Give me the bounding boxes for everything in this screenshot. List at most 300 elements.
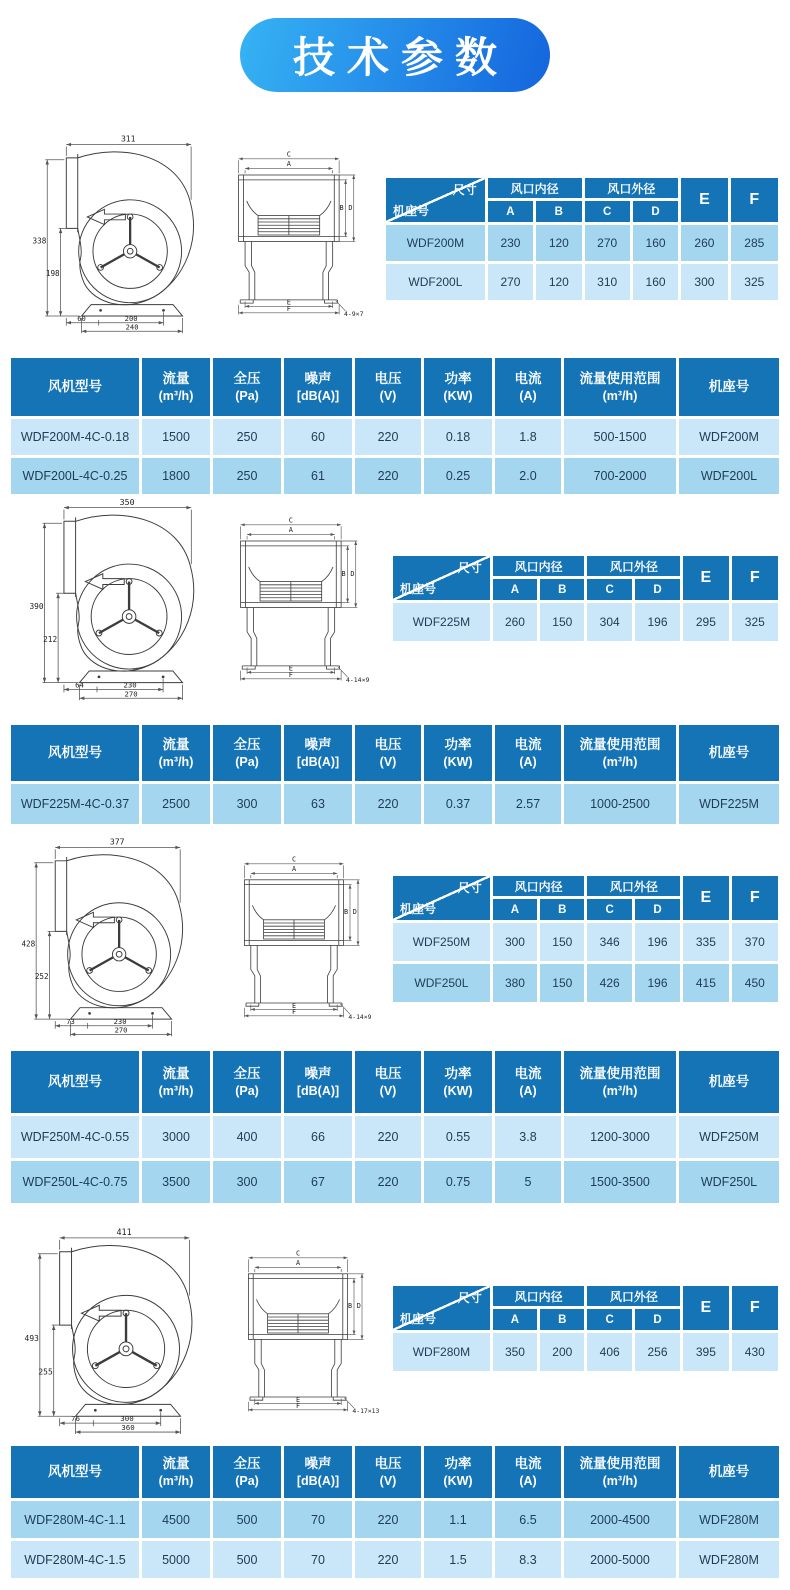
value-cell: 430 <box>732 1333 778 1371</box>
header-line1: 电流 <box>514 1066 542 1082</box>
header-line1: 流量 <box>162 371 190 387</box>
header-line1: 全压 <box>233 1066 261 1082</box>
side-view-drawing <box>32 133 234 339</box>
value-cell: 220 <box>355 1161 421 1203</box>
header-line1: 噪声 <box>304 737 332 753</box>
value-cell: 8.3 <box>495 1541 561 1578</box>
spec-col-header <box>495 725 561 781</box>
col-b-header: B <box>536 201 581 222</box>
dim-label: 270 <box>124 689 138 699</box>
spec-table-box <box>8 355 782 497</box>
front-view-drawing <box>224 136 374 334</box>
header-line1: 全压 <box>233 371 261 387</box>
value-cell: 304 <box>587 603 631 641</box>
dim-header-row <box>393 556 778 576</box>
header-line1: 风机型号 <box>48 745 102 761</box>
value-cell: 500 <box>213 1541 281 1578</box>
dim-label: E <box>295 1395 301 1404</box>
dim-label: A <box>295 1259 301 1267</box>
spec-table-box <box>8 1048 782 1206</box>
dim-label: F <box>286 305 291 314</box>
spec-col-header <box>564 358 676 416</box>
value-cell: 0.37 <box>424 784 492 824</box>
outer-diameter-group-header: 风口外径 <box>587 556 680 576</box>
header-line2: (Pa) <box>235 754 259 769</box>
dim-label: 4-17×13 <box>352 1407 380 1415</box>
inner-diameter-group-header: 风口内径 <box>493 556 585 576</box>
value-cell: 63 <box>284 784 352 824</box>
outer-diameter-group-header: 风口外径 <box>587 876 680 896</box>
corner-size-label: 尺寸 <box>457 1291 482 1305</box>
spec-col-header <box>564 1446 676 1498</box>
dim-label: 212 <box>43 634 58 644</box>
front-view-drawing <box>230 840 378 1038</box>
spec-col-header <box>11 1446 139 1498</box>
dim-label: B <box>341 569 346 578</box>
header-line1: 噪声 <box>304 371 332 387</box>
header-line1: 电压 <box>374 1066 402 1082</box>
value-cell: 270 <box>585 225 630 261</box>
dim-label: B <box>347 1302 353 1311</box>
outer-diameter-group-header: 风口外径 <box>585 178 679 198</box>
dim-header-row <box>393 876 778 896</box>
model-cell: WDF250M <box>393 923 490 961</box>
table-row <box>393 1333 778 1371</box>
value-cell: 300 <box>213 784 281 824</box>
dim-label: A <box>286 160 291 169</box>
model-cell: WDF200L-4C-0.25 <box>11 458 139 494</box>
spec-table <box>8 722 782 827</box>
header-line1: 流量 <box>162 1066 190 1082</box>
header-line2: (m³/h) <box>602 1473 638 1488</box>
corner-size-label: 尺寸 <box>457 881 482 895</box>
spec-col-header <box>355 725 421 781</box>
model-cell: WDF280M <box>393 1333 490 1371</box>
header-line2: (A) <box>519 1083 537 1098</box>
spec-col-header <box>564 725 676 781</box>
header-line1: 电压 <box>374 1456 402 1472</box>
col-d-header: D <box>635 899 680 920</box>
header-line2: (KW) <box>443 1083 473 1098</box>
dim-label: 255 <box>38 1367 53 1377</box>
dimension-table-box <box>383 175 781 303</box>
col-b-header: B <box>540 899 584 920</box>
corner-frame-label: 机座号 <box>400 902 437 916</box>
dim-label: 300 <box>120 1414 134 1424</box>
dim-label: D <box>356 1302 361 1311</box>
header-line1: 功率 <box>444 1066 472 1082</box>
fan-side-view-drawing <box>32 133 234 339</box>
table-row <box>11 784 779 824</box>
value-cell: 200 <box>540 1333 584 1371</box>
col-f-header: F <box>732 556 778 600</box>
spec-col-header <box>11 358 139 416</box>
dim-label: E <box>286 298 291 307</box>
dimension-table-box <box>390 873 781 1005</box>
spec-col-header <box>142 725 210 781</box>
dim-label: E <box>288 664 293 673</box>
spec-col-header <box>424 358 492 416</box>
value-cell: 160 <box>633 264 678 300</box>
value-cell: 285 <box>731 225 778 261</box>
dim-label: D <box>350 569 355 578</box>
value-cell: 220 <box>355 784 421 824</box>
front-view-drawing <box>226 500 376 702</box>
fan-side-view-drawing <box>28 496 236 706</box>
model-cell: WDF280M-4C-1.5 <box>11 1541 139 1578</box>
col-e-header: E <box>683 1286 728 1330</box>
header-line1: 功率 <box>444 737 472 753</box>
model-cell: WDF250M-4C-0.55 <box>11 1116 139 1158</box>
dim-label: 390 <box>29 601 44 611</box>
model-cell: WDF200L <box>386 264 485 300</box>
header-line2: (V) <box>379 1473 397 1488</box>
header-line2: (m³/h) <box>158 754 194 769</box>
fan-front-view-drawing <box>226 500 376 702</box>
value-cell: 1.8 <box>495 419 561 455</box>
value-cell: WDF250L <box>679 1161 779 1203</box>
header-line2: (m³/h) <box>602 1083 638 1098</box>
fan-front-view-drawing <box>230 840 378 1038</box>
spec-col-header <box>424 1051 492 1113</box>
header-line1: 流量使用范围 <box>579 1066 661 1082</box>
inner-diameter-group-header: 风口内径 <box>493 876 585 896</box>
spec-header-row <box>11 1446 779 1498</box>
header-line2: (KW) <box>443 1473 473 1488</box>
value-cell: 120 <box>536 225 581 261</box>
spec-col-header <box>424 1446 492 1498</box>
model-cell: WDF250L <box>393 964 490 1002</box>
spec-col-header <box>11 1051 139 1113</box>
value-cell: 300 <box>681 264 727 300</box>
header-line2: [dB(A)] <box>296 1473 340 1488</box>
table-row <box>11 1116 779 1158</box>
value-cell: 160 <box>633 225 678 261</box>
dim-label: 311 <box>120 133 136 144</box>
value-cell: 1500-3500 <box>564 1161 676 1203</box>
col-c-header: C <box>585 201 630 222</box>
dim-label: 360 <box>121 1423 135 1433</box>
value-cell: 426 <box>587 964 631 1002</box>
header-line2: (V) <box>379 1083 397 1098</box>
value-cell: 450 <box>732 964 778 1002</box>
table-row <box>393 603 778 641</box>
spec-table-box <box>8 1443 782 1581</box>
spec-col-header <box>284 358 352 416</box>
value-cell: 2000-4500 <box>564 1501 676 1538</box>
spec-col-header <box>213 1446 281 1498</box>
value-cell: 230 <box>488 225 533 261</box>
col-a-header: A <box>493 1309 537 1330</box>
value-cell: 3500 <box>142 1161 210 1203</box>
header-line1: 流量使用范围 <box>579 371 661 387</box>
spec-col-header <box>679 1051 779 1113</box>
header-line1: 风机型号 <box>48 1464 102 1480</box>
spec-col-header <box>213 358 281 416</box>
header-line2: [dB(A)] <box>296 754 340 769</box>
value-cell: 260 <box>681 225 727 261</box>
fan-side-view-drawing <box>12 836 232 1042</box>
header-line1: 机座号 <box>708 379 750 395</box>
spec-col-header <box>142 1446 210 1498</box>
value-cell: 395 <box>683 1333 728 1371</box>
value-cell: 0.18 <box>424 419 492 455</box>
fan-front-view-drawing <box>234 1230 382 1436</box>
spec-col-header <box>679 1446 779 1498</box>
header-line1: 电流 <box>514 737 542 753</box>
header-line2: (m³/h) <box>602 388 638 403</box>
dim-corner-cell <box>393 1286 490 1330</box>
dim-label: C <box>291 855 297 864</box>
value-cell: 700-2000 <box>564 458 676 494</box>
value-cell: 310 <box>585 264 630 300</box>
dim-label: 240 <box>125 322 139 332</box>
value-cell: 415 <box>683 964 728 1002</box>
header-line1: 噪声 <box>304 1456 332 1472</box>
value-cell: 220 <box>355 1541 421 1578</box>
col-f-header: F <box>731 178 778 222</box>
value-cell: 370 <box>732 923 778 961</box>
dim-label: E <box>291 1001 297 1010</box>
dim-label: 411 <box>116 1226 132 1237</box>
dim-label: B <box>343 908 349 917</box>
dim-corner-cell <box>393 556 490 600</box>
dim-label: 73 <box>66 1016 75 1026</box>
model-cell: WDF250L-4C-0.75 <box>11 1161 139 1203</box>
header-line2: (V) <box>379 754 397 769</box>
model-cell: WDF225M-4C-0.37 <box>11 784 139 824</box>
side-view-drawing <box>28 496 236 706</box>
header-line1: 功率 <box>444 371 472 387</box>
value-cell: WDF280M <box>679 1541 779 1578</box>
header-line2: (m³/h) <box>158 1083 194 1098</box>
dim-label: 64 <box>75 680 84 690</box>
value-cell: WDF250M <box>679 1116 779 1158</box>
spec-col-header <box>495 358 561 416</box>
col-c-header: C <box>587 1309 631 1330</box>
spec-header-row <box>11 1051 779 1113</box>
value-cell: 325 <box>732 603 778 641</box>
spec-col-header <box>142 1051 210 1113</box>
spec-col-header <box>355 358 421 416</box>
dim-label: D <box>348 203 353 212</box>
dimension-table <box>383 175 781 303</box>
table-row <box>11 458 779 494</box>
value-cell: 220 <box>355 1501 421 1538</box>
header-line2: (KW) <box>443 388 473 403</box>
value-cell: 260 <box>493 603 537 641</box>
col-d-header: D <box>633 201 678 222</box>
value-cell: 256 <box>635 1333 680 1371</box>
value-cell: 0.55 <box>424 1116 492 1158</box>
value-cell: 325 <box>731 264 778 300</box>
value-cell: 350 <box>493 1333 537 1371</box>
fan-side-view-drawing <box>16 1226 242 1440</box>
spec-table <box>8 1048 782 1206</box>
value-cell: 250 <box>213 458 281 494</box>
value-cell: 1500 <box>142 419 210 455</box>
fan-front-view-drawing <box>224 136 374 334</box>
value-cell: 1800 <box>142 458 210 494</box>
col-c-header: C <box>587 899 631 920</box>
value-cell: 196 <box>635 964 680 1002</box>
value-cell: 0.25 <box>424 458 492 494</box>
value-cell: 150 <box>540 964 584 1002</box>
dim-label: D <box>352 908 357 917</box>
header-line2: [dB(A)] <box>296 1083 340 1098</box>
header-line1: 全压 <box>233 737 261 753</box>
dimension-table-box <box>390 1283 781 1374</box>
value-cell: 220 <box>355 458 421 494</box>
header-line2: (A) <box>519 388 537 403</box>
col-d-header: D <box>635 579 680 600</box>
spec-col-header <box>424 725 492 781</box>
value-cell: 250 <box>213 419 281 455</box>
value-cell: 196 <box>635 923 680 961</box>
header-line1: 功率 <box>444 1456 472 1472</box>
value-cell: 5 <box>495 1161 561 1203</box>
spec-table <box>8 355 782 497</box>
dim-label: 198 <box>45 269 60 279</box>
table-row <box>386 264 778 300</box>
header-line1: 流量使用范围 <box>579 737 661 753</box>
value-cell: 2500 <box>142 784 210 824</box>
value-cell: 150 <box>540 923 584 961</box>
dimension-table <box>390 553 781 644</box>
value-cell: 300 <box>493 923 537 961</box>
dim-label: C <box>288 516 293 525</box>
col-e-header: E <box>681 178 727 222</box>
spec-header-row <box>11 725 779 781</box>
spec-col-header <box>142 358 210 416</box>
dim-label: 230 <box>123 680 137 690</box>
value-cell: 70 <box>284 1541 352 1578</box>
value-cell: 4500 <box>142 1501 210 1538</box>
header-line1: 噪声 <box>304 1066 332 1082</box>
spec-col-header <box>679 725 779 781</box>
value-cell: 380 <box>493 964 537 1002</box>
corner-frame-label: 机座号 <box>393 204 430 218</box>
value-cell: 400 <box>213 1116 281 1158</box>
header-line1: 电压 <box>374 371 402 387</box>
table-row <box>11 1501 779 1538</box>
outer-diameter-group-header: 风口外径 <box>587 1286 680 1306</box>
spec-col-header <box>284 725 352 781</box>
spec-col-header <box>11 725 139 781</box>
spec-table <box>8 1443 782 1581</box>
header-line2: (Pa) <box>235 1473 259 1488</box>
col-e-header: E <box>683 556 728 600</box>
dim-label: 60 <box>77 313 86 323</box>
header-line2: (V) <box>379 388 397 403</box>
value-cell: 3.8 <box>495 1116 561 1158</box>
model-cell: WDF280M-4C-1.1 <box>11 1501 139 1538</box>
dim-label: A <box>288 526 293 535</box>
header-line2: (m³/h) <box>602 754 638 769</box>
page-title <box>240 18 550 92</box>
side-view-drawing <box>12 836 232 1042</box>
spec-col-header <box>284 1446 352 1498</box>
col-e-header: E <box>683 876 728 920</box>
col-c-header: C <box>587 579 631 600</box>
header-line1: 机座号 <box>708 1464 750 1480</box>
dim-label: F <box>295 1402 301 1411</box>
inner-diameter-group-header: 风口内径 <box>493 1286 585 1306</box>
dim-label: C <box>286 150 291 159</box>
value-cell: 0.75 <box>424 1161 492 1203</box>
value-cell: 2000-5000 <box>564 1541 676 1578</box>
col-b-header: B <box>540 1309 584 1330</box>
value-cell: 61 <box>284 458 352 494</box>
header-line2: (A) <box>519 1473 537 1488</box>
dim-label: 4-14×9 <box>346 676 370 685</box>
table-row <box>393 964 778 1002</box>
value-cell: 220 <box>355 1116 421 1158</box>
spec-header-row <box>11 358 779 416</box>
header-line1: 全压 <box>233 1456 261 1472</box>
dim-label: A <box>291 865 297 873</box>
col-f-header: F <box>732 876 778 920</box>
value-cell: 335 <box>683 923 728 961</box>
value-cell: WDF200M <box>679 419 779 455</box>
dimension-table <box>390 873 781 1005</box>
col-d-header: D <box>635 1309 680 1330</box>
value-cell: 1.1 <box>424 1501 492 1538</box>
spec-col-header <box>679 358 779 416</box>
header-line1: 风机型号 <box>48 1074 102 1090</box>
value-cell: WDF200L <box>679 458 779 494</box>
dimension-table <box>390 1283 781 1374</box>
value-cell: 295 <box>683 603 728 641</box>
dim-label: 493 <box>24 1333 39 1343</box>
value-cell: WDF225M <box>679 784 779 824</box>
value-cell: 300 <box>213 1161 281 1203</box>
table-row <box>393 923 778 961</box>
value-cell: 346 <box>587 923 631 961</box>
dim-label: C <box>295 1249 301 1258</box>
table-row <box>11 1161 779 1203</box>
header-line2: (m³/h) <box>158 1473 194 1488</box>
dim-label: 338 <box>32 236 47 246</box>
value-cell: 70 <box>284 1501 352 1538</box>
header-line1: 机座号 <box>708 745 750 761</box>
corner-size-label: 尺寸 <box>457 561 482 575</box>
dim-label: 76 <box>71 1414 80 1424</box>
value-cell: 196 <box>635 603 680 641</box>
dim-label: 252 <box>34 972 49 982</box>
header-line1: 流量 <box>162 1456 190 1472</box>
value-cell: 1200-3000 <box>564 1116 676 1158</box>
header-line2: [dB(A)] <box>296 388 340 403</box>
dim-label: 428 <box>21 939 36 949</box>
corner-size-label: 尺寸 <box>452 183 477 197</box>
dim-label: 4-14×9 <box>348 1013 372 1021</box>
dim-label: 4-9×7 <box>344 310 364 319</box>
value-cell: WDF280M <box>679 1501 779 1538</box>
col-f-header: F <box>732 1286 778 1330</box>
spec-col-header <box>284 1051 352 1113</box>
dim-label: 350 <box>119 496 135 507</box>
value-cell: 500 <box>213 1501 281 1538</box>
table-row <box>386 225 778 261</box>
header-line2: (A) <box>519 754 537 769</box>
header-line2: (Pa) <box>235 1083 259 1098</box>
page-title-text: 技术参数 <box>292 34 509 81</box>
spec-col-header <box>355 1051 421 1113</box>
header-line2: (KW) <box>443 754 473 769</box>
header-line1: 流量 <box>162 737 190 753</box>
header-line1: 电流 <box>514 371 542 387</box>
